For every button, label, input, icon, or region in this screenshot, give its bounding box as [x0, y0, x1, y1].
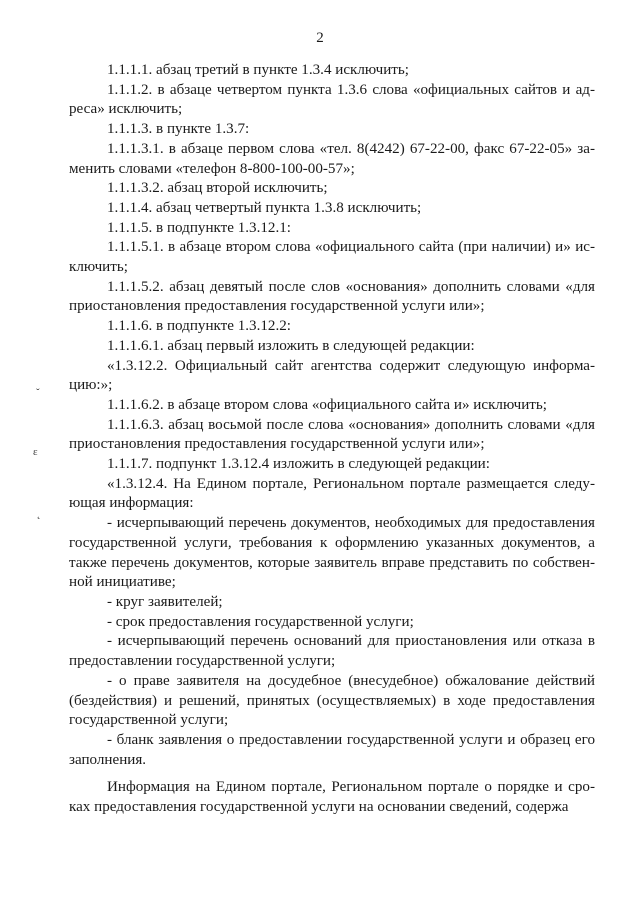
- paragraph: 1.1.1.6.2. в абзаце втором слова «официального сайта и» исключить;: [107, 396, 547, 413]
- paragraph: - срок предоставления государственной услуги;: [107, 613, 414, 630]
- document-body: [69, 61, 595, 818]
- scan-speck-3: ˛: [37, 508, 41, 520]
- paragraph: «1.3.12.2. Официальный сайт агентства содержит следующую информацию:»;: [69, 357, 595, 394]
- paragraph: Информация на Едином портале, Региональном портале о порядке и сроках предоставления государственной услуги на основании сведений, содержа: [69, 779, 595, 816]
- paragraph: - бланк заявления о предоставлении государственной услуги и образец его заполнения.: [69, 731, 595, 768]
- paragraph: 1.1.1.2. в абзаце четвертом пункта 1.3.6 слова «официальных сайтов и адреса» исключить;: [69, 81, 595, 118]
- page-number: 2: [316, 30, 324, 46]
- paragraph: 1.1.1.7. подпункт 1.3.12.4 изложить в следующей редакции:: [107, 456, 490, 473]
- paragraph: 1.1.1.5. в подпункте 1.3.12.1:: [107, 219, 291, 236]
- paragraph: 1.1.1.3.2. абзац второй исключить;: [107, 180, 328, 197]
- paragraph: 1.1.1.1. абзац третий в пункте 1.3.4 исключить;: [107, 62, 409, 78]
- paragraph: 1.1.1.6. в подпункте 1.3.12.2:: [107, 318, 291, 335]
- paragraph: «1.3.12.4. На Едином портале, Региональном портале размещается следующая информация:: [69, 475, 595, 512]
- paragraph: 1.1.1.5.1. в абзаце втором слова «официального сайта (при наличии) и» исключить;: [69, 239, 595, 276]
- paragraph: 1.1.1.4. абзац четвертый пункта 1.3.8 исключить;: [107, 199, 422, 216]
- paragraph: 1.1.1.5.2. абзац девятый после слов «основания» дополнить словами «для приостановления предоставления государственной услуги или»;: [69, 278, 595, 315]
- scan-speck-2: ɛ: [33, 446, 38, 458]
- paragraph: 1.1.1.6.1. абзац первый изложить в следующей редакции:: [107, 337, 475, 354]
- paragraph: - о праве заявителя на досудебное (внесудебное) обжалование действий (бездействия) и решений, принятых (осуществляемых) в ходе предоставления государственной услуги;: [69, 672, 595, 729]
- paragraph: 1.1.1.3. в пункте 1.3.7:: [107, 121, 250, 138]
- paragraph: 1.1.1.3.1. в абзаце первом слова «тел. 8(4242) 67-22-00, факс 67-22-05» заменить словами «телефон 8-800-100-00-57»;: [69, 140, 595, 177]
- scan-speck-1: ˇ: [36, 387, 40, 399]
- paragraph: - круг заявителей;: [107, 593, 223, 610]
- paragraph: 1.1.1.6.3. абзац восьмой после слова «основания» дополнить словами «для приостановления предоставления государственной услуги или»;: [69, 416, 595, 453]
- paragraph: - исчерпывающий перечень оснований для приостановления или отказа в предоставлении государственной услуги;: [69, 633, 595, 670]
- paragraph: - исчерпывающий перечень документов, необходимых для предоставления государственной услуги, требования к оформлению указанных документов, а также перечень документов, которые заявитель вправе представить по собственной инициативе;: [69, 515, 595, 591]
